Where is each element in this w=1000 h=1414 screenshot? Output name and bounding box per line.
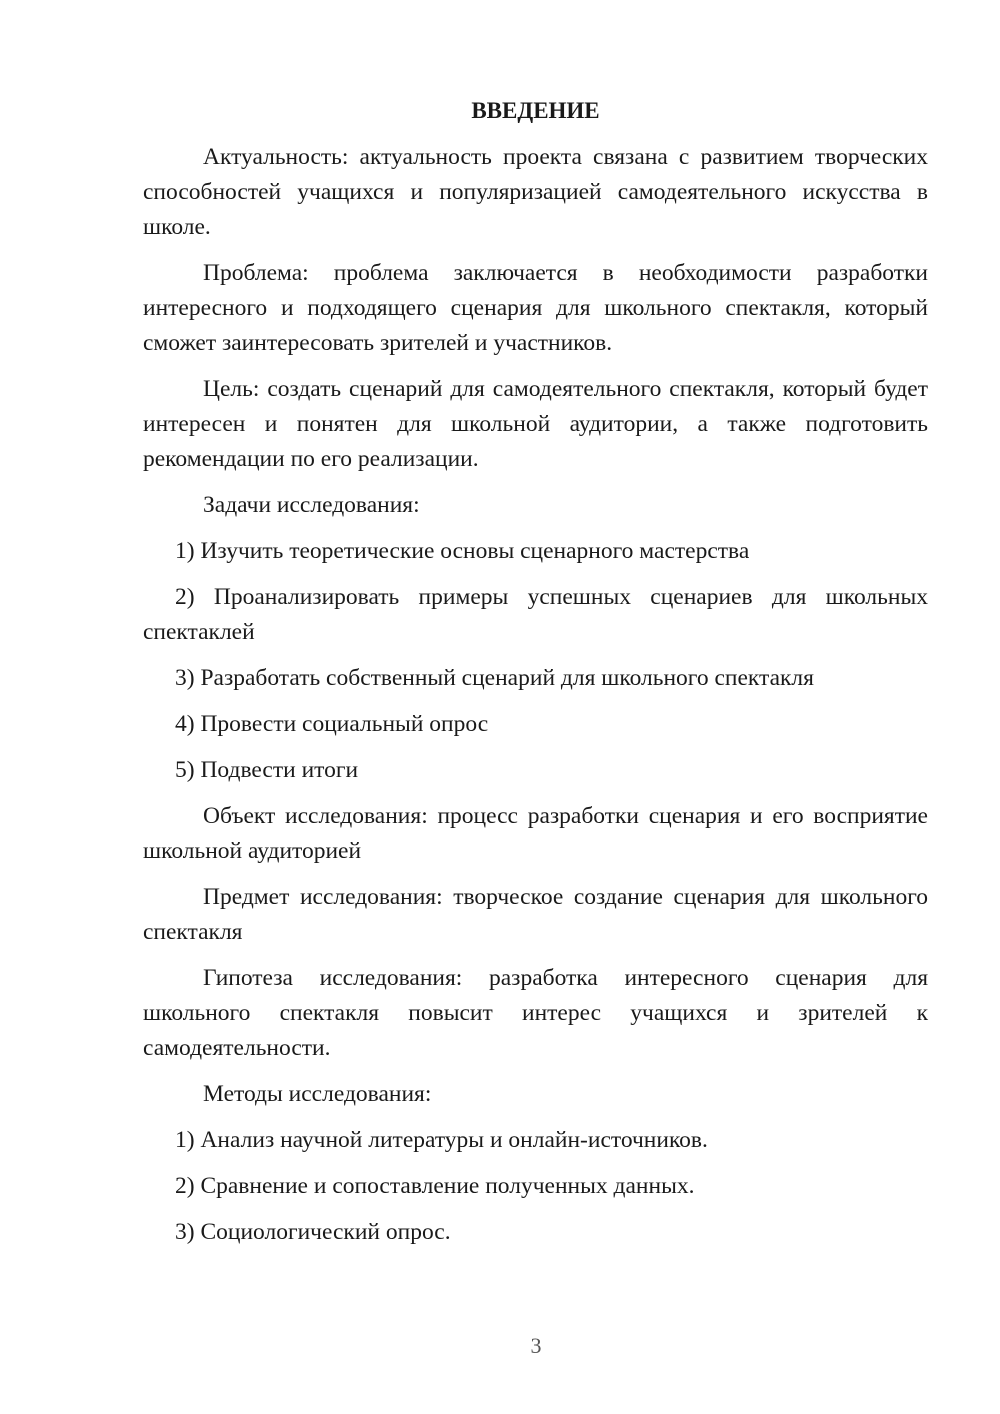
object-paragraph: Объект исследования: процесс разработки сценария и его восприятие школьной аудиторией	[143, 803, 928, 864]
goal-paragraph: Цель: создать сценарий для самодеятельного спектакля, который будет интересен и понятен для школьной аудитории, а также подготовить рекомендации по его реализации.	[143, 376, 928, 472]
task-item: 1) Изучить теоретические основы сценарного мастерства	[175, 538, 750, 564]
page-number: 3	[530, 1333, 542, 1358]
task-item: 5) Подвести итоги	[175, 757, 359, 783]
hypothesis-paragraph: Гипотеза исследования: разработка интересного сценария для школьного спектакля повысит интерес учащихся и зрителей к самодеятельности.	[143, 965, 928, 1061]
subject-paragraph: Предмет исследования: творческое создание сценария для школьного спектакля	[143, 884, 928, 945]
task-item: 4) Провести социальный опрос	[175, 711, 489, 737]
tasks-heading: Задачи исследования:	[203, 492, 420, 518]
method-item: 3) Социологический опрос.	[175, 1219, 451, 1245]
methods-heading: Методы исследования:	[203, 1081, 432, 1107]
task-item: 2) Проанализировать примеры успешных сценариев для школьных спектаклей	[143, 584, 928, 645]
method-item: 1) Анализ научной литературы и онлайн-источников.	[175, 1127, 708, 1153]
section-title: ВВЕДЕНИЕ	[471, 98, 600, 123]
relevance-paragraph: Актуальность: актуальность проекта связана с развитием творческих способностей учащихся и популяризацией самодеятельного искусства в школе.	[143, 144, 928, 240]
method-item: 2) Сравнение и сопоставление полученных данных.	[175, 1173, 695, 1199]
task-item: 3) Разработать собственный сценарий для школьного спектакля	[175, 665, 814, 691]
document-body	[143, 96, 928, 1261]
problem-paragraph: Проблема: проблема заключается в необходимости разработки интересного и подходящего сценария для школьного спектакля, который сможет заинтересовать зрителей и участников.	[143, 260, 928, 356]
